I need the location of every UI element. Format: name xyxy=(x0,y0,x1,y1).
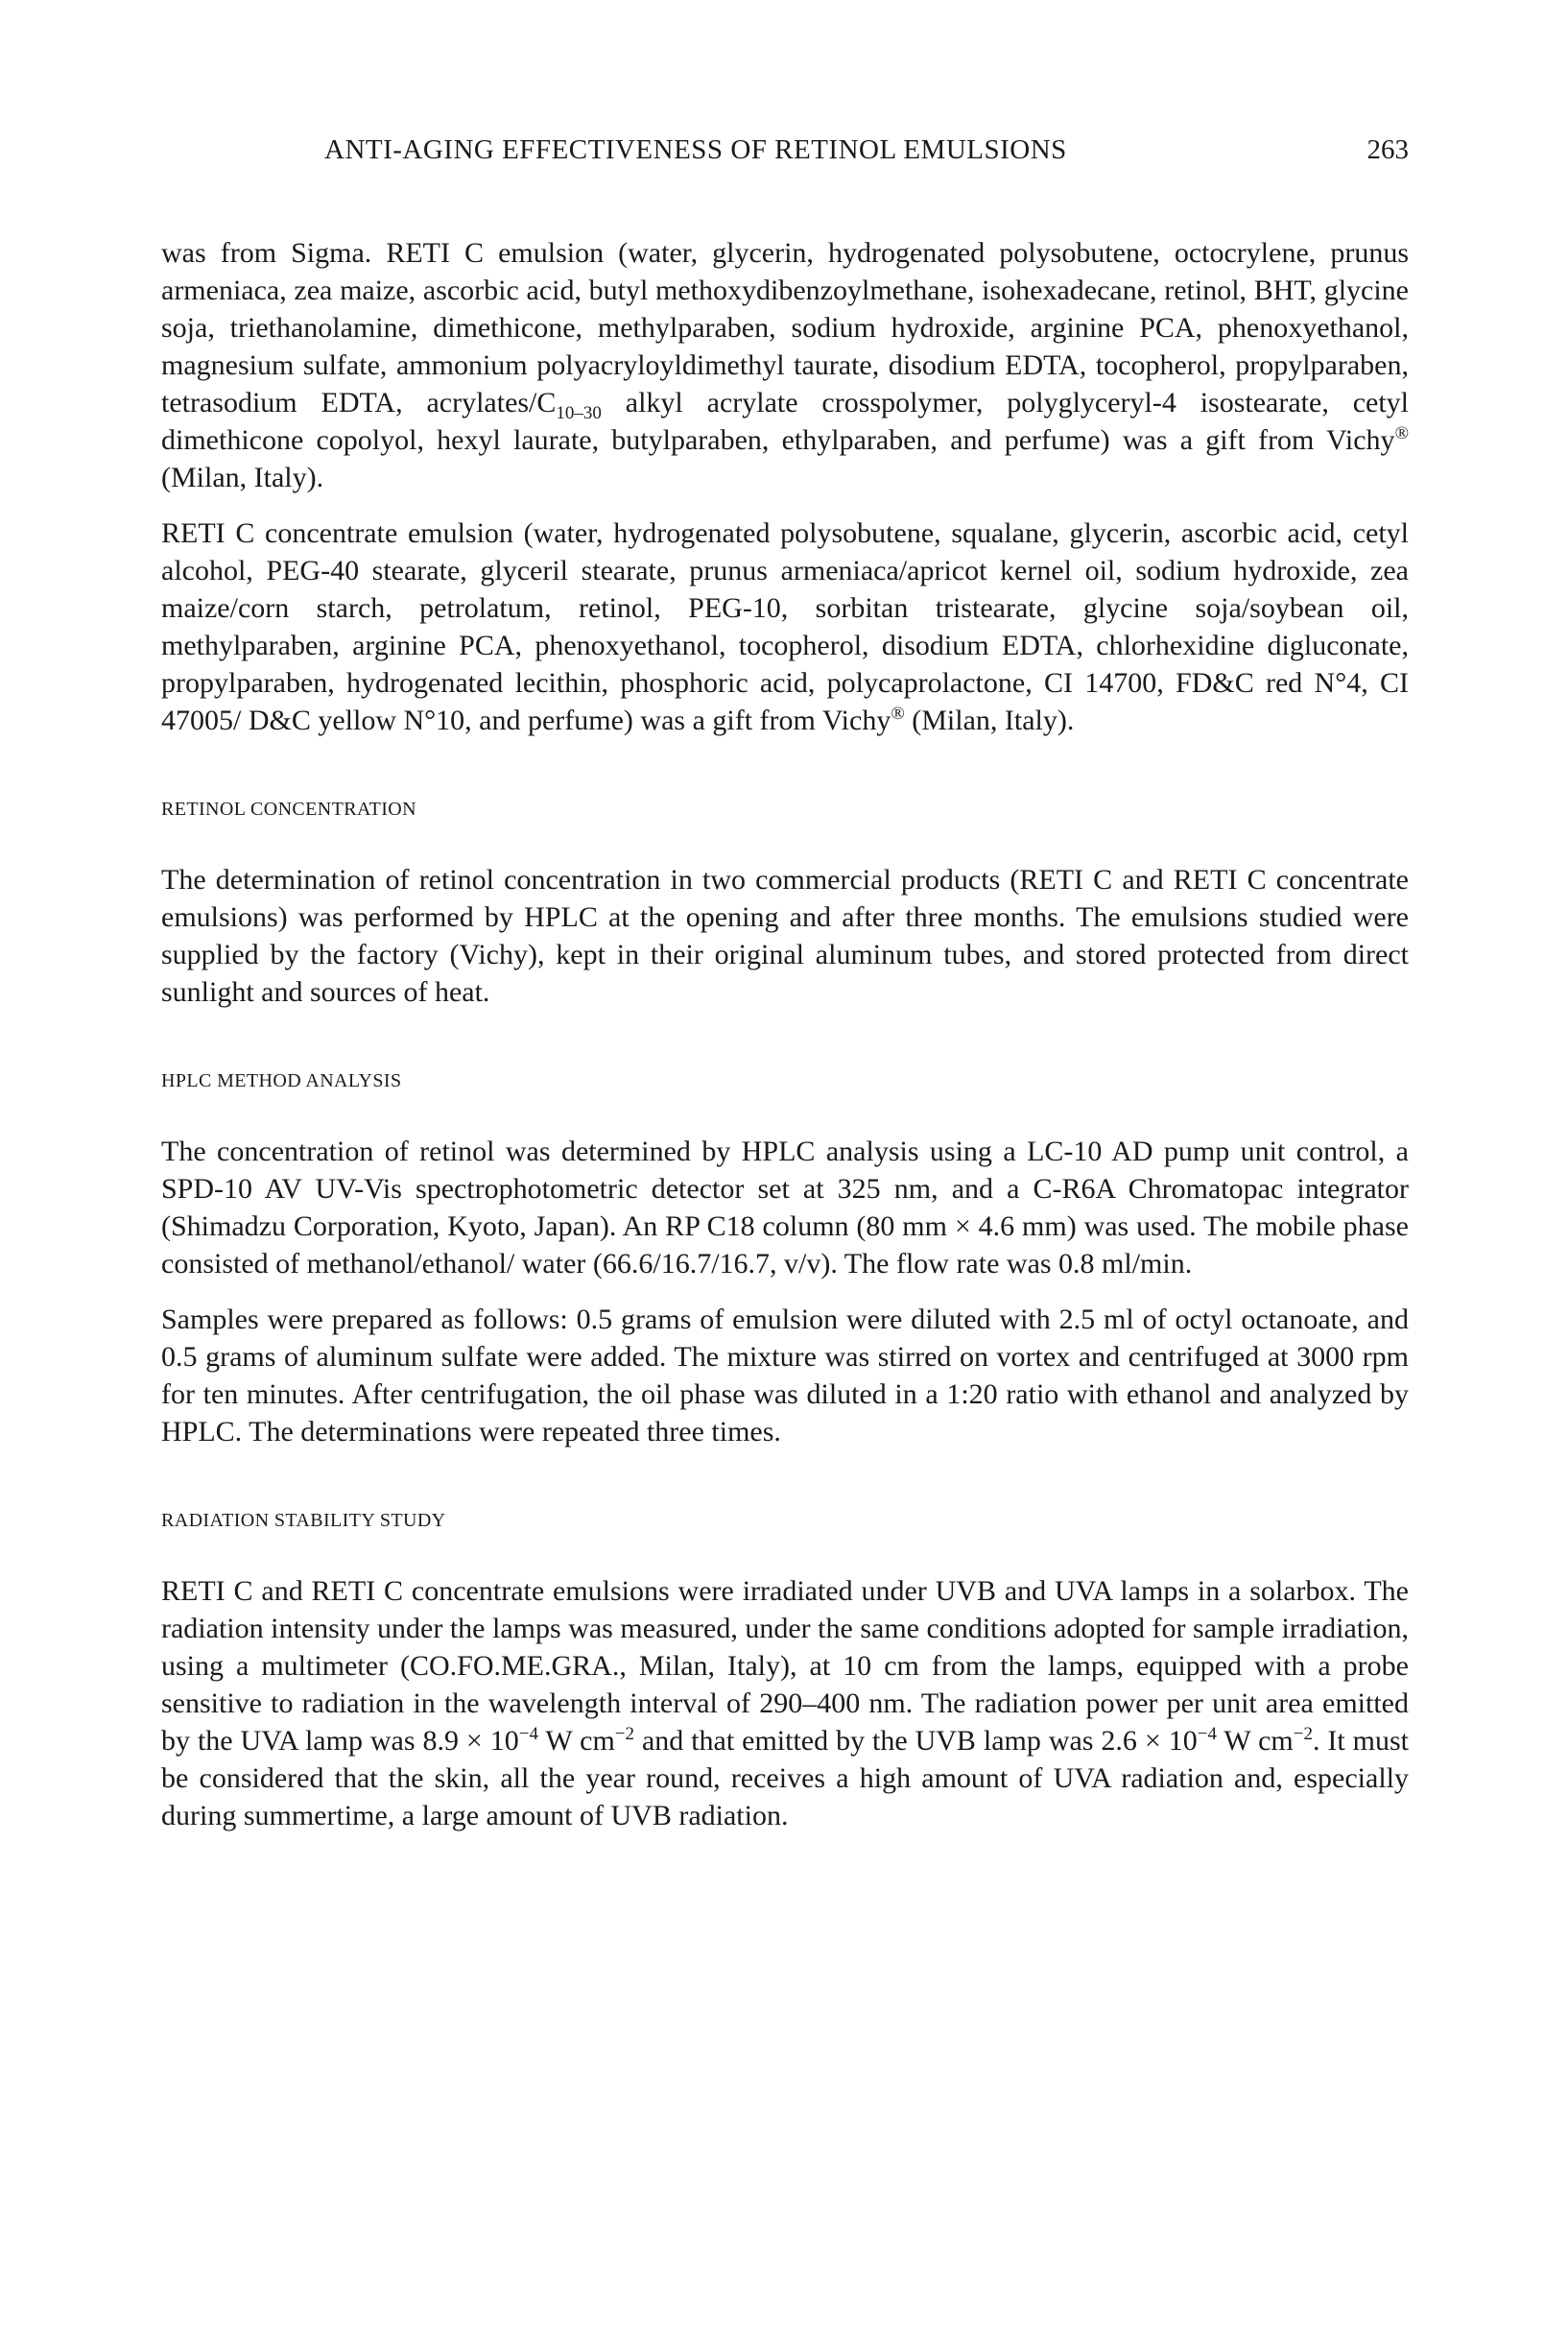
para1-text-b: alkyl acrylate crosspolymer, polyglyceryl-4 isostearate, cetyl dimethicone copolyol, hexyl laurate, butylparaben, ethylparaben, and perfume) was a gift from Vichy xyxy=(161,387,1409,456)
radiation-text-e: . It must be considered that the skin, all the year round, receives a high amount of UVA radiation and, especially during summertime, a large amount of UVB radiation. xyxy=(161,1725,1410,1831)
radiation-text-d: W cm xyxy=(1216,1725,1294,1757)
running-head xyxy=(161,134,1409,173)
para2-text-a: RETI C concentrate emulsion (water, hydrogenated polysobutene, squalane, glycerin, ascorbic acid, cetyl alcohol, PEG-40 stearate, glyceril stearate, prunus armeniaca/apricot kernel oil, sodium hydroxide, zea maize/corn starch, petrolatum, retinol, PEG-10, sorbitan tristearate, glycine soja/soybean oil, methylparaben, arginine PCA, phenoxyethanol, tocopherol, disodium EDTA, chlorhexidine digluconate, propylparaben, hydrogenated lecithin, phosphoric acid, polycaprolactone, CI 14700, FD&C red N°4, CI 47005/ D&C yellow N°10, and perfume) was a gift from Vichy xyxy=(161,517,1409,736)
section-heading-hplc-method: HPLC METHOD ANALYSIS xyxy=(161,1070,402,1091)
retinol-concentration-paragraph: The determination of retinol concentration in two commercial products (RETI C and RETI C concentrate emulsions) was performed by HPLC at the opening and after three months. The emulsions studied were supplied by the factory (Vichy), kept in their original aluminum tubes, and stored protected from direct sunlight and sources of heat. xyxy=(161,864,1409,1008)
materials-paragraph-reti-c xyxy=(161,234,1409,496)
radiation-text-c: and that emitted by the UVB lamp was 2.6 × 10 xyxy=(634,1725,1198,1757)
para1-text-c: (Milan, Italy). xyxy=(161,462,324,493)
materials-paragraph-reti-c-concentrate xyxy=(161,514,1409,739)
radiation-exponent-2: −2 xyxy=(614,1724,635,1744)
radiation-text-a: RETI C and RETI C concentrate emulsions were irradiated under UVB and UVA lamps in a solarbox. The radiation intensity under the lamps was measured, under the same conditions adopted for sample irradiation, using a multimeter (CO.FO.ME.GRA., Milan, Italy), at 10 cm from the lamps, equipped with a probe sensitive to radiation in the wavelength interval of 290–400 nm. The radiation power per unit area emitted by the UVA lamp was 8.9 × 10 xyxy=(161,1575,1409,1757)
para1-text-a: was from Sigma. RETI C emulsion (water, glycerin, hydrogenated polysobutene, octocrylene, prunus armeniaca, zea maize, ascorbic acid, butyl methoxydibenzoylmethane, isohexadecane, retinol, BHT, glycine soja, triethanolamine, dimethicone, methylparaben, sodium hydroxide, arginine PCA, phenoxyethanol, magnesium sulfate, ammonium polyacryloyldimethyl taurate, disodium EDTA, tocopherol, propylparaben, tetrasodium EDTA, acrylates/C xyxy=(161,237,1409,419)
page xyxy=(161,134,1409,1853)
running-title: ANTI-AGING EFFECTIVENESS OF RETINOL EMULSIONS xyxy=(324,134,1067,165)
para1-subscript: 10–30 xyxy=(556,403,602,423)
hplc-paragraph-2: Samples were prepared as follows: 0.5 grams of emulsion were diluted with 2.5 ml of octyl octanoate, and 0.5 grams of aluminum sulfate were added. The mixture was stirred on vortex and centrifuged at 3000 rpm for ten minutes. After centrifugation, the oil phase was diluted in a 1:20 ratio with ethanol and analyzed by HPLC. The determinations were repeated three times. xyxy=(161,1304,1409,1448)
para2-registered-mark: ® xyxy=(891,704,905,724)
hplc-paragraph-1: The concentration of retinol was determined by HPLC analysis using a LC-10 AD pump unit control, a SPD-10 AV UV-Vis spectrophotometric detector set at 325 nm, and a C-R6A Chromatopac integrator (Shimadzu Corporation, Kyoto, Japan). An RP C18 column (80 mm × 4.6 mm) was used. The mobile phase consisted of methanol/ethanol/ water (66.6/16.7/16.7, v/v). The flow rate was 0.8 ml/min. xyxy=(161,1136,1409,1280)
page-number: 263 xyxy=(1366,134,1409,165)
section-heading-radiation-stability: RADIATION STABILITY STUDY xyxy=(161,1510,446,1531)
para2-text-b: (Milan, Italy). xyxy=(904,705,1075,736)
radiation-text-b: W cm xyxy=(538,1725,615,1757)
section-heading-retinol-concentration: RETINOL CONCENTRATION xyxy=(161,799,416,820)
radiation-paragraph xyxy=(161,1572,1409,1834)
radiation-exponent-4: −2 xyxy=(1293,1724,1313,1744)
para1-registered-mark: ® xyxy=(1394,423,1409,443)
radiation-exponent-1: −4 xyxy=(518,1724,539,1744)
radiation-exponent-3: −4 xyxy=(1197,1724,1217,1744)
